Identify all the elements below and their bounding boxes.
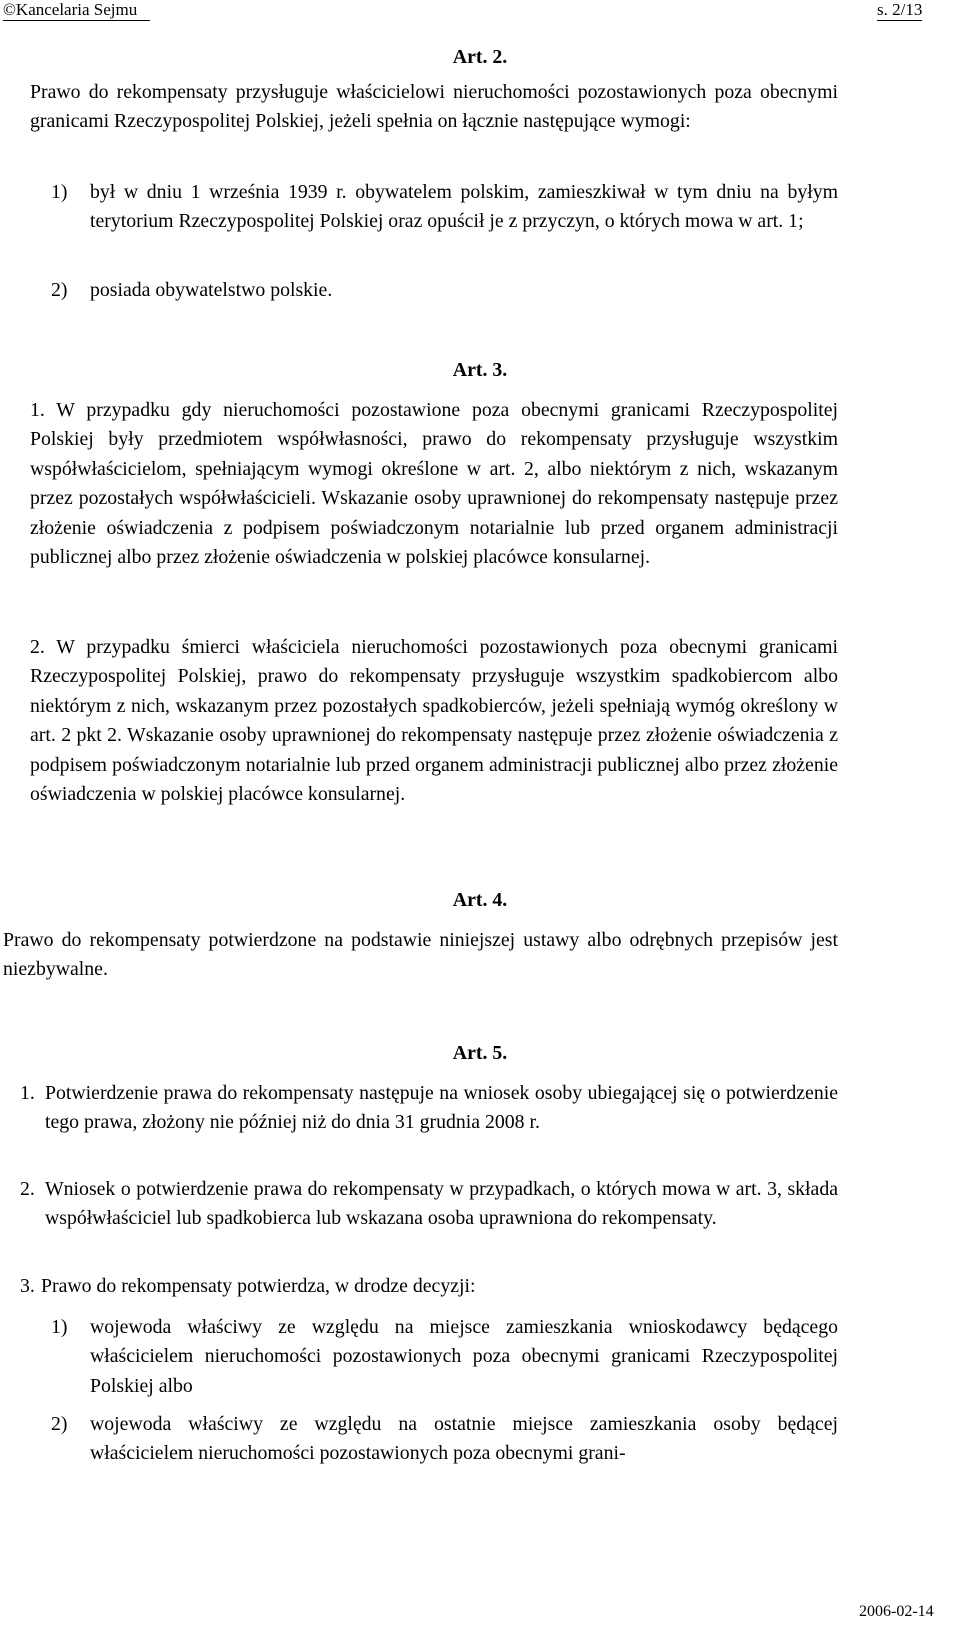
header-page-number-underline: [877, 20, 922, 21]
art-5-subitem-1: [51, 1313, 838, 1401]
art-5-item-1: [20, 1079, 838, 1138]
list-item-text: Wniosek o potwierdzenie prawa do rekompensaty w przypadkach, o których mowa w art. 3, składa współwłaściciel lub spadkobierca lub wskazana osoba uprawniona do rekompensaty.: [45, 1178, 838, 1230]
list-item-text: Prawo do rekompensaty potwierdza, w drodze decyzji:: [41, 1275, 476, 1297]
art-3-paragraph-1: 1. W przypadku gdy nieruchomości pozostawione poza obecnymi granicami Rzeczypospolitej Polskiej były przedmiotem współwłasności, prawo do rekompensaty przysługuje wszystkim współwłaścicielom, spełniającym wymogi określone w art. 2, albo niektórym z nich, wskazanym przez pozostałych współwłaścicieli. Wskazanie osoby uprawnionej do rekompensaty następuje przez złożenie oświadczenia z podpisem poświadczonym notarialnie lub przed organem administracji publicznej albo przez złożenie oświadczenia w polskiej placówce konsularnej.: [30, 399, 838, 569]
list-number: 1): [51, 181, 68, 203]
art-2-intro: Prawo do rekompensaty przysługuje właścicielowi nieruchomości pozostawionych poza obecnymi granicami Rzeczypospolitej Polskiej, jeżeli spełnia on łącznie następujące wymogi:: [30, 81, 838, 133]
art-2-item-1: [51, 178, 838, 237]
header-page-number: s. 2/13: [877, 0, 923, 19]
art-4-text: Prawo do rekompensaty potwierdzone na podstawie niniejszej ustawy albo odrębnych przepisów jest niezbywalne.: [3, 929, 838, 981]
art-3-heading: Art. 3.: [452, 359, 508, 381]
list-number: 2.: [20, 1178, 35, 1200]
footer-date: 2006-02-14: [859, 1603, 934, 1620]
list-item-text: wojewoda właściwy ze względu na ostatnie miejsce zamieszkania osoby będącej właścicielem nieruchomości pozostawionych poza obecnymi grani-: [90, 1413, 838, 1465]
art-5-subitem-2: [51, 1410, 838, 1469]
list-item-text: Potwierdzenie prawa do rekompensaty następuje na wniosek osoby ubiegającej się o potwierdzenie tego prawa, złożony nie później niż do dnia 31 grudnia 2008 r.: [45, 1082, 838, 1134]
art-5-heading: Art. 5.: [452, 1042, 508, 1064]
art-4-heading: Art. 4.: [452, 889, 508, 911]
art-5-item-2: [20, 1175, 838, 1234]
art-2-heading: Art. 2.: [452, 46, 508, 68]
list-number: 2): [51, 279, 68, 301]
art-5-item-3: [20, 1272, 838, 1301]
art-3-paragraph-2: 2. W przypadku śmierci właściciela nieruchomości pozostawionych poza obecnymi granicami Rzeczypospolitej Polskiej, prawo do rekompensaty przysługuje wszystkim spadkobiercom albo niektórym z nich, wskazanym przez pozostałych spadkobierców, jeżeli spełniają wymóg określony w art. 2 pkt 2. Wskazanie osoby uprawnionej do rekompensaty następuje przez złożenie oświadczenia z podpisem poświadczonym notarialnie lub przed organem administracji publicznej albo przez złożenie oświadczenia w polskiej placówce konsularnej.: [30, 636, 838, 806]
header-copyright: ©Kancelaria Sejmu: [3, 0, 138, 19]
list-item-text: wojewoda właściwy ze względu na miejsce zamieszkania wnioskodawcy będącego właścicielem nieruchomości pozostawionych poza obecnymi granicami Rzeczypospolitej Polskiej albo: [90, 1316, 838, 1397]
list-number: 2): [51, 1413, 68, 1435]
header-copyright-underline: [3, 20, 150, 21]
list-item-text: posiada obywatelstwo polskie.: [90, 279, 333, 301]
art-2-item-2: [51, 276, 838, 305]
list-item-text: był w dniu 1 września 1939 r. obywatelem polskim, zamieszkiwał w tym dniu na byłym terytorium Rzeczypospolitej Polskiej oraz opuścił je z przyczyn, o których mowa w art. 1;: [90, 181, 838, 233]
list-number: 1.: [20, 1082, 35, 1104]
list-number: 1): [51, 1316, 68, 1338]
list-number: 3.: [20, 1275, 35, 1297]
